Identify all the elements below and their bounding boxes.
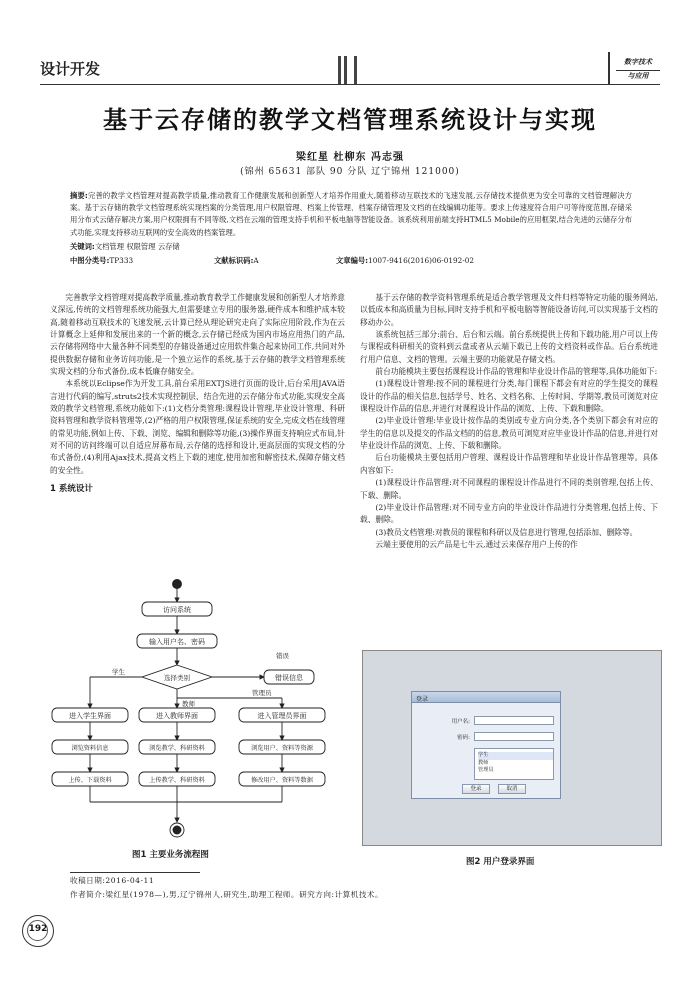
right-paragraph-10: 云端主要使用的云产品是七牛云,通过云来保存用户上传的作 <box>375 539 578 549</box>
flow-branch-student: 学生 <box>112 668 125 676</box>
right-paragraph-4: (1)课程设计管理:按不同的课程进行分类,每门课程下都会有对应的学生提交的课程设计的作品的相关信息,包括学号、姓名、文档名称、上传时间、学期等,教员可浏览对应课程设计作品的信息,并进行对课程设计作品的浏览、上传、下载和删除。 <box>360 379 658 414</box>
flow-label-student-page: 进入学生界面 <box>69 712 111 720</box>
section-label: 设计开发 <box>40 60 101 78</box>
left-paragraph-1: 完善教学文档管理对提高教学质量,推动教育教学工作健康发展和创新型人才培养意义深远,传统的文档管理系统功能强大,但需要建立专用的服务器,硬件成本和维护成本较高,随着移动互联技术的飞速发展,云计算已经从理论研究走向了实际应用阶段,作为在云计算概念上延伸和发展出来的一个新的概念,云存储已经成为国内市场应用热门的产品,云存储将网络中大量各种不同类型的存储设备通过应用软件集合起来协同工作,共同对外提供数据存储和业务访问功能,是一个独立运作的系统,基于云存储的教学文档管理系统实现文档的分布式备份,成本低廉存储安全。 <box>50 293 345 377</box>
flow-label-error: 错误信息 <box>275 674 303 682</box>
flow-label-admin-action2: 修改用户、资料等数据 <box>251 777 313 784</box>
journal-mark <box>608 52 660 84</box>
flow-label-teacher-action1: 浏览教学、科研资料 <box>149 745 205 752</box>
doc-code-value: A <box>253 256 259 265</box>
doc-code-label: 文献标识码: <box>214 256 254 265</box>
article-affiliation: (锦州 65631 部队 90 分队 辽宁锦州 121000) <box>240 167 460 177</box>
role-option[interactable]: 管理员 <box>478 767 494 773</box>
username-row <box>412 716 562 726</box>
keywords <box>70 242 180 252</box>
right-paragraph-7: (1)课程设计作品管理:对不同课程的课程设计作品进行不同的类别管理,包括上传、下载、删除。 <box>360 478 658 500</box>
clc-value: TP333 <box>109 256 134 265</box>
username-label: 用户名: <box>451 719 470 725</box>
footnote-rule <box>70 872 200 873</box>
password-label: 密码: <box>457 735 470 741</box>
article-title: 基于云存储的教学文档管理系统设计与实现 <box>103 106 597 134</box>
cancel-button[interactable]: 取消 <box>498 784 526 794</box>
flow-label-start: 访问系统 <box>163 606 191 614</box>
author-bio: 作者简介:梁红星(1978—),男,辽宁锦州人,研究生,助理工程师。研究方向:计算机技术。 <box>70 890 384 899</box>
section-heading: 1 系统设计 <box>50 484 93 495</box>
role-option[interactable]: 教师 <box>478 759 489 766</box>
left-column <box>50 292 345 496</box>
password-input[interactable] <box>474 732 554 741</box>
role-option[interactable]: 学生 <box>478 752 553 760</box>
flowchart-figure <box>42 578 350 843</box>
right-paragraph-2: 该系统包括三部分:前台、后台和云端。前台系统提供上传和下载功能,用户可以上传与课程或科研相关的资料到云盘或者从云端下载已上传的文档资料或作品。后台系统进行用户信息、文档的管理。云端主要的功能就是存储文档。 <box>360 330 658 364</box>
abstract-label: 摘要: <box>70 191 88 200</box>
figure1-caption: 图1 主要业务流程图 <box>132 850 209 860</box>
header-bars-decoration <box>338 56 360 84</box>
flow-label-student-action2: 上传、下载资料 <box>68 777 112 784</box>
right-paragraph-8: (2)毕业设计作品管理:对不同专业方向的毕业设计作品进行分类管理,包括上传、下载、删除。 <box>360 502 658 525</box>
keywords-text: 文档管理 权限管理 云存储 <box>94 242 180 251</box>
flow-end-inner <box>173 826 181 834</box>
journal-mark-line1: 数字技术 <box>616 57 660 71</box>
keywords-label: 关键词: <box>70 242 95 251</box>
flow-label-input: 输入用户名、密码 <box>149 638 205 646</box>
password-row <box>412 732 562 742</box>
flow-branch-teacher: 教师 <box>182 700 195 708</box>
page-number: 192 <box>28 924 48 934</box>
flow-start-node <box>173 580 182 589</box>
right-paragraph-3: 前台功能模块主要包括课程设计作品的管理和毕业设计作品的管理等,具体功能如下: <box>375 367 658 377</box>
right-column <box>360 292 658 551</box>
login-screenshot <box>362 650 662 846</box>
clc-label: 中图分类号: <box>70 256 110 265</box>
flow-label-student-action1: 浏览资料信息 <box>71 745 109 752</box>
right-paragraph-6: 后台功能模块主要包括用户管理、课程设计作品管理和毕业设计作品管理等。具体内容如下: <box>360 453 658 475</box>
received-date: 收稿日期:2016-04-11 <box>70 876 155 885</box>
right-paragraph-5: (2)毕业设计管理:毕业设计按作品的类别或专业方向分类,各个类别下都会有对应的学生的信息以及提交的作品文档的的信息,教员可浏览对应毕业设计作品的信息,并进行对毕业设计作品的浏览、上传、下载和删除。 <box>360 416 658 451</box>
role-dropdown-list[interactable] <box>474 748 554 780</box>
abstract <box>70 190 632 239</box>
right-paragraph-9: (3)教员文档管理:对教员的课程和科研以及信息进行管理,包括添加、删除等。 <box>375 527 638 537</box>
running-header <box>40 52 660 86</box>
flow-branch-error: 错误 <box>276 652 289 660</box>
flow-label-teacher-action2: 上传教学、科研资料 <box>149 777 205 784</box>
login-window <box>411 691 561 799</box>
flow-label-decision: 选择类别 <box>164 674 190 682</box>
flow-label-admin-action1: 浏览用户、资料等资源 <box>251 745 313 752</box>
article-authors: 梁红星 杜柳东 冯志强 <box>296 152 404 163</box>
article-no-value: 1007-9416(2016)06-0192-02 <box>368 256 475 265</box>
right-paragraph-1: 基于云存储的教学资料管理系统是适合教学管理及文件归档等特定功能的服务网站,以低成本和高质量为目标,同时支持手机和平板电脑等智能设备访问,可以实现基于文档的移动办公。 <box>360 293 658 327</box>
flow-label-admin-page: 进入管理员界面 <box>257 712 307 720</box>
header-rule <box>40 84 660 85</box>
left-paragraph-2: 本系统以Eclipse作为开发工具,前台采用EXTJS进行页面的设计,后台采用JAVA语言进行代码的编写,struts2技术实现控制层、结合先进的云存储分布式功能,实现安全高效的教学文档管理,系统功能如下:(1)文档分类管理:课程设计管理,毕业设计管理、科研资料管理和教学资料管理等,(2)严格的用户权限管理,保证系统的安全,完成文档在线管理的常见功能,例如上传、下载、浏览、编辑和删除等功能,(3)操作界面支持响应式布局,针对不同的访问终端可以自适应屏幕布局,云存储的选择和设计,更高层面的实现文档的分布式备份,(4)利用Ajax技术,提高文档上下载的速度,使用加密和解密技术,保障存储文档的安全性。 <box>50 379 345 475</box>
figure2-caption: 图2 用户登录界面 <box>466 857 535 867</box>
login-window-title: 登录 <box>412 692 560 703</box>
flow-branch-admin: 管理员 <box>252 689 272 697</box>
username-input[interactable] <box>474 716 554 725</box>
login-button[interactable]: 登录 <box>462 784 490 794</box>
journal-mark-line2: 与应用 <box>627 72 649 80</box>
flow-label-teacher-page: 进入教师界面 <box>156 712 198 720</box>
article-no-label: 文章编号: <box>336 256 369 265</box>
flowchart-svg <box>42 578 350 843</box>
abstract-text: 完善的教学文档管理对提高教学质量,推动教育工作健康发展和创新型人才培养作用重大,随着移动互联技术的飞速发展,云存储技术提供更为安全可靠的文档管理解决方案。基于云存储的教学文档管理系统实现档案的分类管理,用户权限管理、档案上传管理、档案存储管理及文档的在线编辑功能等。要求上传速度符合用户可等待度范围,存储采用分布式云储存解决方案,用户权限拥有不同等级,文档在云端的管理支持手机和平板电脑等智能设备。该系统利用前端支持HTML5 Mobile的应用框架,结合先进的云储存分布式功能,实现支持移动互联网的安全高效的档案管理。 <box>70 191 632 237</box>
